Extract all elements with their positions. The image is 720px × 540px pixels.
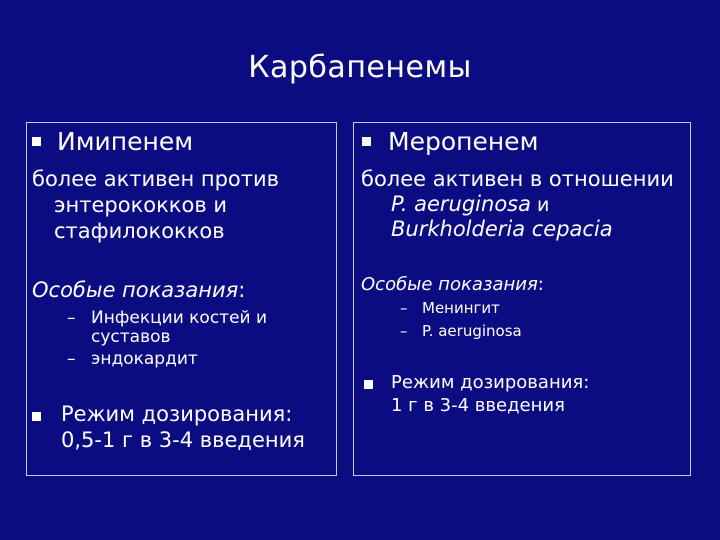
- dash-marker: –: [400, 299, 408, 317]
- bullet-icon: [362, 137, 371, 146]
- dash-marker: –: [400, 322, 408, 340]
- imipenem-dosing-line1: Режим дозирования:: [61, 402, 293, 426]
- meropenem-dosing-line2: 1 г в 3-4 введения: [391, 395, 565, 416]
- dash-marker: –: [67, 308, 76, 328]
- meropenem-dosing-line1: Режим дозирования:: [391, 372, 590, 393]
- meropenem-heading: Меропенем: [388, 127, 539, 156]
- bullet-icon: [364, 380, 373, 389]
- dash-marker: –: [67, 349, 76, 369]
- meropenem-indication-2: P. aeruginosa: [422, 322, 522, 340]
- indications-label-text: Особые показания: [361, 274, 538, 295]
- indications-label-text: Особые показания: [32, 278, 239, 302]
- imipenem-heading: Имипенем: [57, 127, 194, 156]
- imipenem-indication-1-line2: суставов: [91, 327, 171, 347]
- slide-title: Карбапенемы: [248, 50, 472, 85]
- meropenem-panel: [353, 122, 691, 476]
- organism-burkholderia: Burkholderia cepacia: [391, 217, 613, 241]
- imipenem-indications-label: [32, 278, 245, 302]
- imipenem-description-line2: энтерококков и: [54, 193, 228, 217]
- meropenem-description-line1: более активен в отношении: [361, 167, 674, 191]
- indications-colon: :: [537, 274, 544, 295]
- organism-pseudomonas: P. aeruginosa: [391, 192, 531, 216]
- indications-colon: :: [238, 278, 246, 302]
- bullet-icon: [32, 412, 41, 421]
- meropenem-indication-1: Менингит: [422, 299, 500, 317]
- bullet-icon: [32, 137, 41, 146]
- meropenem-description-line2: [391, 192, 549, 217]
- imipenem-description-line1: более активен против: [32, 167, 280, 191]
- conjunction-text: и: [531, 194, 550, 216]
- imipenem-indication-1-line1: Инфекции костей и: [91, 308, 268, 328]
- imipenem-dosing-line2: 0,5-1 г в 3-4 введения: [61, 428, 305, 452]
- meropenem-indications-label: [361, 274, 544, 295]
- imipenem-panel: [26, 122, 337, 476]
- imipenem-indication-2: эндокардит: [91, 349, 198, 369]
- imipenem-description-line3: стафилококков: [54, 219, 225, 243]
